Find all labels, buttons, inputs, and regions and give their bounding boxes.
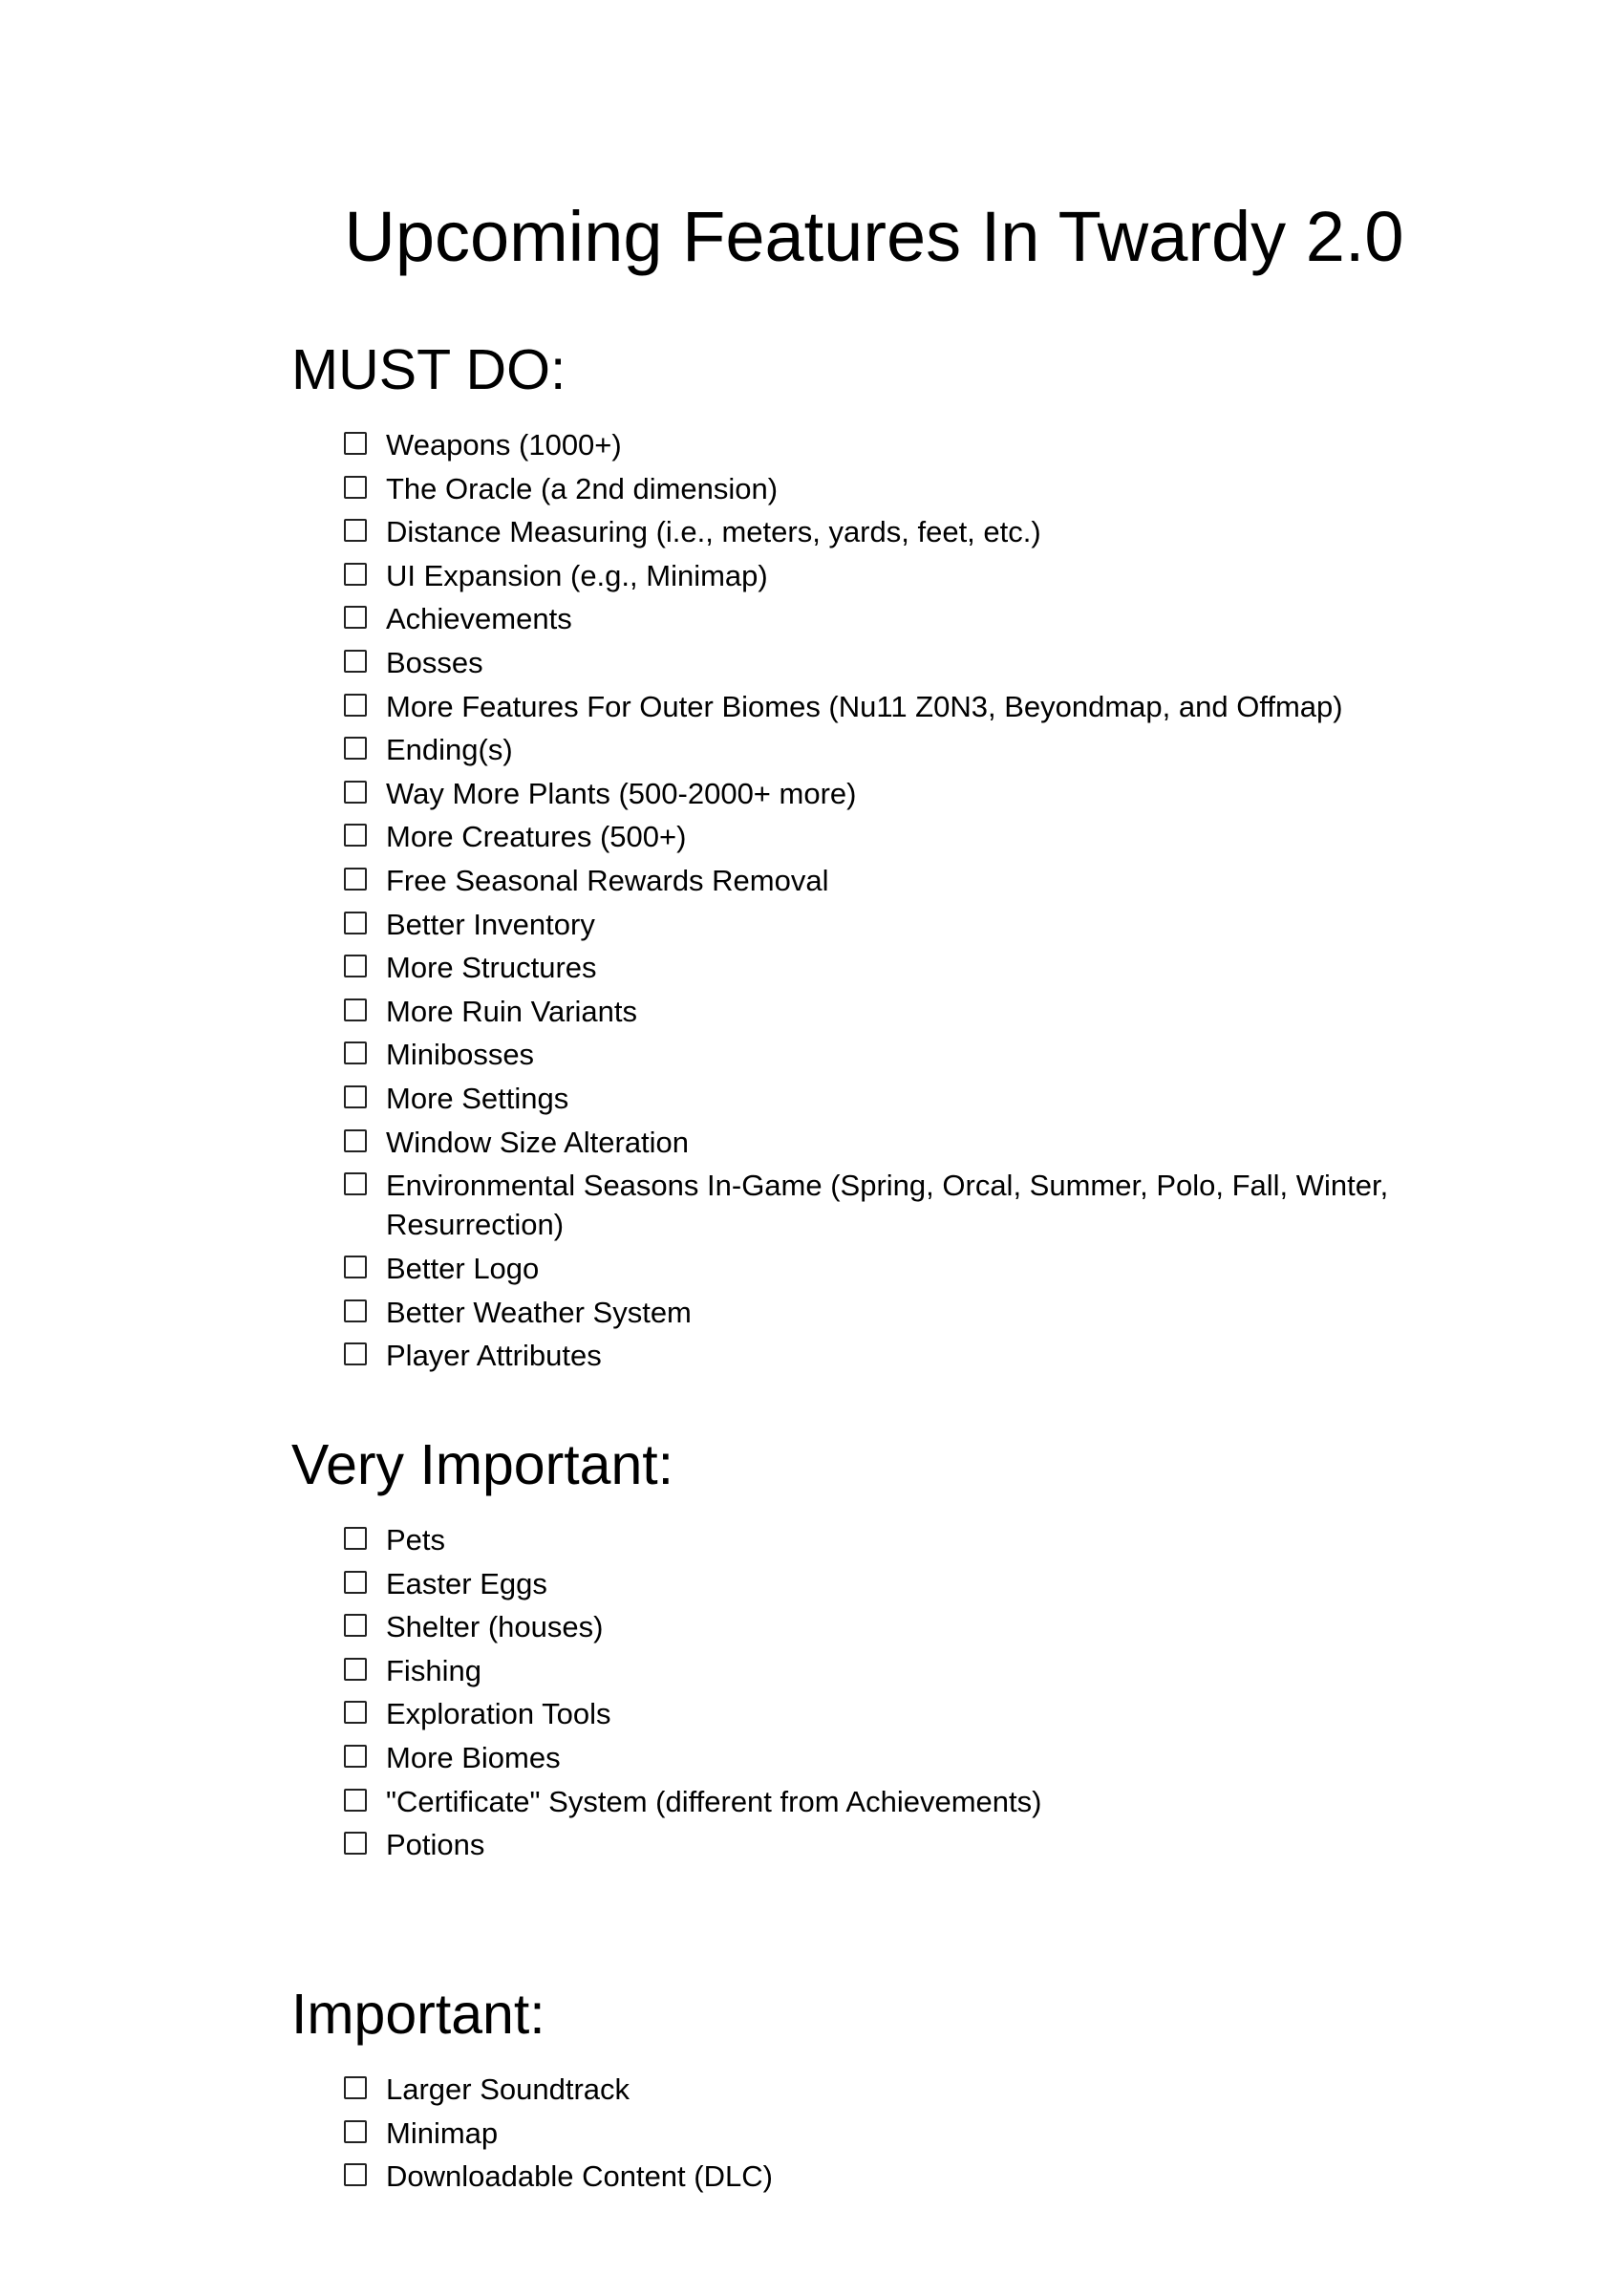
checklist-item-label: Better Inventory: [386, 907, 595, 941]
checklist-item-label: Weapons (1000+): [386, 428, 622, 462]
checkbox[interactable]: [344, 737, 367, 760]
section-important: [291, 1976, 1438, 2201]
checkbox[interactable]: [344, 694, 367, 717]
checklist-item: [344, 1607, 1438, 1651]
checklist-item: [344, 469, 1438, 513]
checklist-item: [344, 1166, 1438, 1249]
checklist-item-label: Minibosses: [386, 1038, 535, 1072]
checklist-item-label: Better Logo: [386, 1252, 540, 1286]
checkbox[interactable]: [344, 1299, 367, 1322]
checklist-item-label: Exploration Tools: [386, 1697, 611, 1731]
checkbox[interactable]: [344, 1256, 367, 1278]
checklist-item-label: Distance Measuring (i.e., meters, yards, feet, etc.): [386, 515, 1041, 549]
checklist-item: [344, 2114, 1438, 2158]
checklist-item: [344, 1249, 1438, 1293]
checklist-item: [344, 512, 1438, 556]
checklist-item-label: UI Expansion (e.g., Minimap): [386, 558, 768, 592]
checklist-item-label: Way More Plants (500-2000+ more): [386, 776, 857, 810]
checkbox[interactable]: [344, 1342, 367, 1365]
checklist-item: [344, 1123, 1438, 1167]
checklist-item: [344, 643, 1438, 687]
checklist-item: [344, 687, 1438, 731]
checkbox[interactable]: [344, 2120, 367, 2143]
checkbox[interactable]: [344, 824, 367, 847]
checkbox[interactable]: [344, 2163, 367, 2186]
checklist: [291, 2070, 1438, 2201]
checkbox[interactable]: [344, 650, 367, 673]
checkbox[interactable]: [344, 1789, 367, 1812]
checkbox[interactable]: [344, 432, 367, 455]
checklist-item-label: More Features For Outer Biomes (Nu11 Z0N3, Beyondmap, and Offmap): [386, 689, 1343, 723]
checklist-item-label: Fishing: [386, 1653, 481, 1687]
checklist-item-label: Pets: [386, 1523, 446, 1557]
checkbox[interactable]: [344, 1658, 367, 1681]
checklist-item-label: More Settings: [386, 1081, 569, 1115]
checkbox[interactable]: [344, 2076, 367, 2099]
checklist-item: [344, 1035, 1438, 1079]
checklist-item-label: Easter Eggs: [386, 1566, 547, 1600]
checklist-item-label: More Biomes: [386, 1740, 561, 1774]
checkbox[interactable]: [344, 1527, 367, 1550]
document-title: Upcoming Features In Twardy 2.0: [344, 197, 1404, 276]
checkbox[interactable]: [344, 868, 367, 891]
checklist-item: [344, 905, 1438, 949]
checklist-item: [344, 556, 1438, 600]
checkbox[interactable]: [344, 1701, 367, 1724]
checklist-item: [344, 425, 1438, 469]
checklist-item-label: Player Attributes: [386, 1339, 602, 1373]
checklist-item: [344, 992, 1438, 1036]
checklist-item: [344, 948, 1438, 992]
checklist-item: [344, 1079, 1438, 1123]
checklist-item-label: Bosses: [386, 645, 483, 679]
checkbox[interactable]: [344, 1614, 367, 1637]
checkbox[interactable]: [344, 998, 367, 1021]
section-heading: Very Important:: [291, 1433, 674, 1496]
section-heading: Important:: [291, 1983, 545, 2046]
checkbox[interactable]: [344, 1571, 367, 1594]
checklist-item: [344, 1651, 1438, 1695]
checkbox[interactable]: [344, 1745, 367, 1768]
checklist-item-label: Environmental Seasons In-Game (Spring, Orcal, Summer, Polo, Fall, Winter, Resurrection): [386, 1169, 1389, 1242]
checkbox[interactable]: [344, 606, 367, 629]
checkbox[interactable]: [344, 1832, 367, 1855]
checklist-item-label: Shelter (houses): [386, 1610, 604, 1644]
checklist-item: [344, 599, 1438, 643]
checklist-item-label: Larger Soundtrack: [386, 2072, 630, 2106]
checklist-item-label: Downloadable Content (DLC): [386, 2159, 773, 2194]
checklist-item-label: Minimap: [386, 2115, 499, 2150]
checklist-item: [344, 1825, 1438, 1869]
section-very-important: [291, 1427, 1438, 1869]
checkbox[interactable]: [344, 912, 367, 934]
checklist-item: [344, 1520, 1438, 1564]
checklist-item-label: More Creatures (500+): [386, 820, 687, 854]
checklist-item: [344, 817, 1438, 861]
checklist-item: [344, 1738, 1438, 1782]
checkbox[interactable]: [344, 1129, 367, 1152]
checklist-item-label: More Ruin Variants: [386, 994, 638, 1028]
checkbox[interactable]: [344, 1085, 367, 1108]
checklist-item: [344, 861, 1438, 905]
checkbox[interactable]: [344, 563, 367, 586]
checkbox[interactable]: [344, 781, 367, 804]
checklist-item: [344, 730, 1438, 774]
checklist-item-label: Free Seasonal Rewards Removal: [386, 863, 829, 897]
checklist-item-label: Window Size Alteration: [386, 1125, 690, 1159]
checklist-item-label: Ending(s): [386, 733, 513, 767]
checkbox[interactable]: [344, 955, 367, 977]
checklist-item-label: Better Weather System: [386, 1295, 692, 1329]
checklist-item: [344, 1694, 1438, 1738]
checklist-item: [344, 1336, 1438, 1380]
checkbox[interactable]: [344, 1041, 367, 1064]
checklist: [291, 425, 1438, 1380]
checkbox[interactable]: [344, 1172, 367, 1195]
checklist-item: [344, 774, 1438, 818]
checklist-item-label: "Certificate" System (different from Achievements): [386, 1784, 1042, 1818]
checklist-item-label: Potions: [386, 1828, 485, 1862]
checklist-item-label: Achievements: [386, 602, 572, 636]
checklist-item: [344, 1293, 1438, 1337]
checklist-item: [344, 1782, 1438, 1826]
checkbox[interactable]: [344, 476, 367, 499]
checklist-item: [344, 1564, 1438, 1608]
checklist-item: [344, 2070, 1438, 2114]
checklist-item: [344, 2157, 1438, 2201]
checklist-item-label: The Oracle (a 2nd dimension): [386, 471, 779, 505]
section-must-do: [291, 332, 1438, 1380]
checkbox[interactable]: [344, 519, 367, 542]
checklist: [291, 1520, 1438, 1869]
section-heading: MUST DO:: [291, 338, 566, 401]
checklist-item-label: More Structures: [386, 951, 597, 985]
